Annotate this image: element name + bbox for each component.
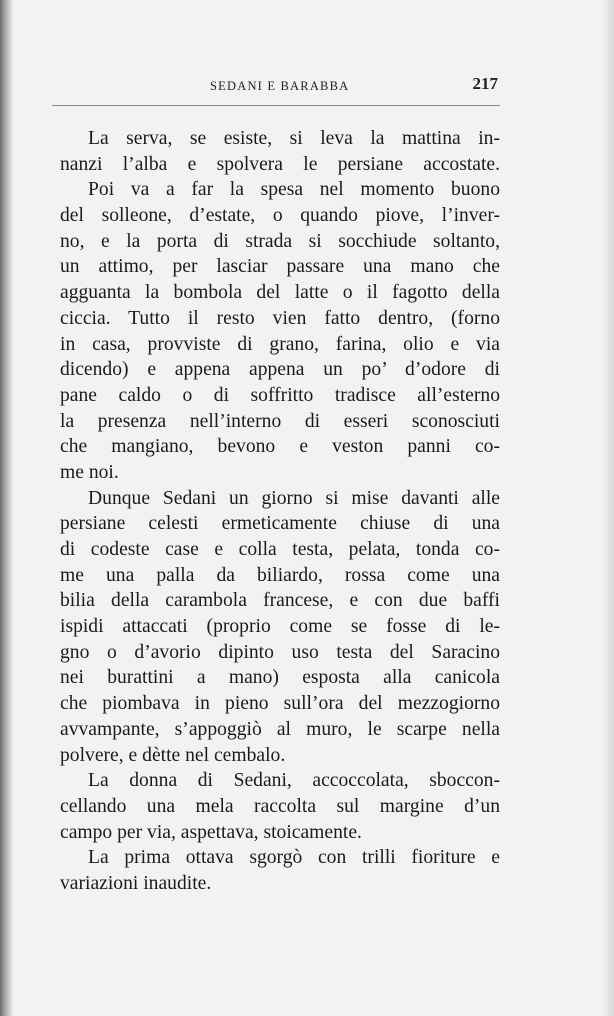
text-line: la presenza nell’interno di esseri sconosciuti (60, 410, 500, 432)
text-line: nanzi l’alba e spolvera le persiane accostate. (60, 153, 500, 175)
text-line: La prima ottava sgorgò con trilli fioriture e (88, 847, 500, 869)
text-line: che piombava in pieno sull’ora del mezzogiorno (60, 693, 500, 715)
text-line: persiane celesti ermeticamente chiuse di una (60, 513, 500, 535)
text-line: dicendo) e appena appena un po’ d’odore di (60, 359, 500, 381)
page-number: 217 (472, 74, 498, 93)
text-line: cellando una mela raccolta sul margine d’un (60, 795, 500, 817)
text-line: bilia della carambola francese, e con due baffi (60, 590, 500, 612)
text-line: Dunque Sedani un giorno si mise davanti alle (88, 487, 500, 509)
text-line: me noi. (60, 461, 119, 483)
text-line: no, e la porta di strada si socchiude soltanto, (60, 230, 500, 252)
text-line: La serva, se esiste, si leva la mattina in- (88, 128, 500, 149)
running-title: SEDANI E BARABBA (210, 79, 350, 93)
text-line: polvere, e dètte nel cembalo. (60, 744, 286, 766)
text-line: che mangiano, bevono e veston panni co- (60, 436, 500, 458)
text-line: gno o d’avorio dipinto uso testa del Saracino (60, 641, 500, 663)
text-line: ciccia. Tutto il resto vien fatto dentro, (forno (60, 307, 500, 329)
text-line: un attimo, per lasciar passare una mano che (60, 256, 500, 278)
text-line: agguanta la bombola del latte o il fagotto della (60, 282, 500, 304)
body-text (60, 126, 500, 897)
text-line: pane caldo o di soffritto tradisce all’esterno (60, 384, 500, 406)
text-line: Poi va a far la spesa nel momento buono (88, 179, 500, 201)
text-line: variazioni inaudite. (60, 872, 212, 894)
text-line: del solleone, d’estate, o quando piove, l’inver- (60, 205, 500, 227)
text-line: di codeste case e colla testa, pelata, tonda co- (60, 539, 500, 560)
text-line: ispidi attaccati (proprio come se fosse di le- (60, 616, 500, 638)
text-line: campo per via, aspettava, stoicamente. (60, 821, 362, 843)
text-line: me una palla da biliardo, rossa come una (60, 564, 500, 586)
text-line: nei burattini a mano) esposta alla canicola (60, 667, 500, 689)
text-line: La donna di Sedani, accoccolata, sboccon- (88, 770, 500, 792)
header-rule (52, 105, 500, 106)
running-head (60, 74, 500, 98)
binding-shadow (0, 0, 14, 1016)
text-line: in casa, provviste di grano, farina, olio e via (60, 333, 500, 355)
page-edge-shade (602, 0, 614, 1016)
text-line: avvampante, s’appoggiò al muro, le scarpe nella (60, 718, 500, 740)
